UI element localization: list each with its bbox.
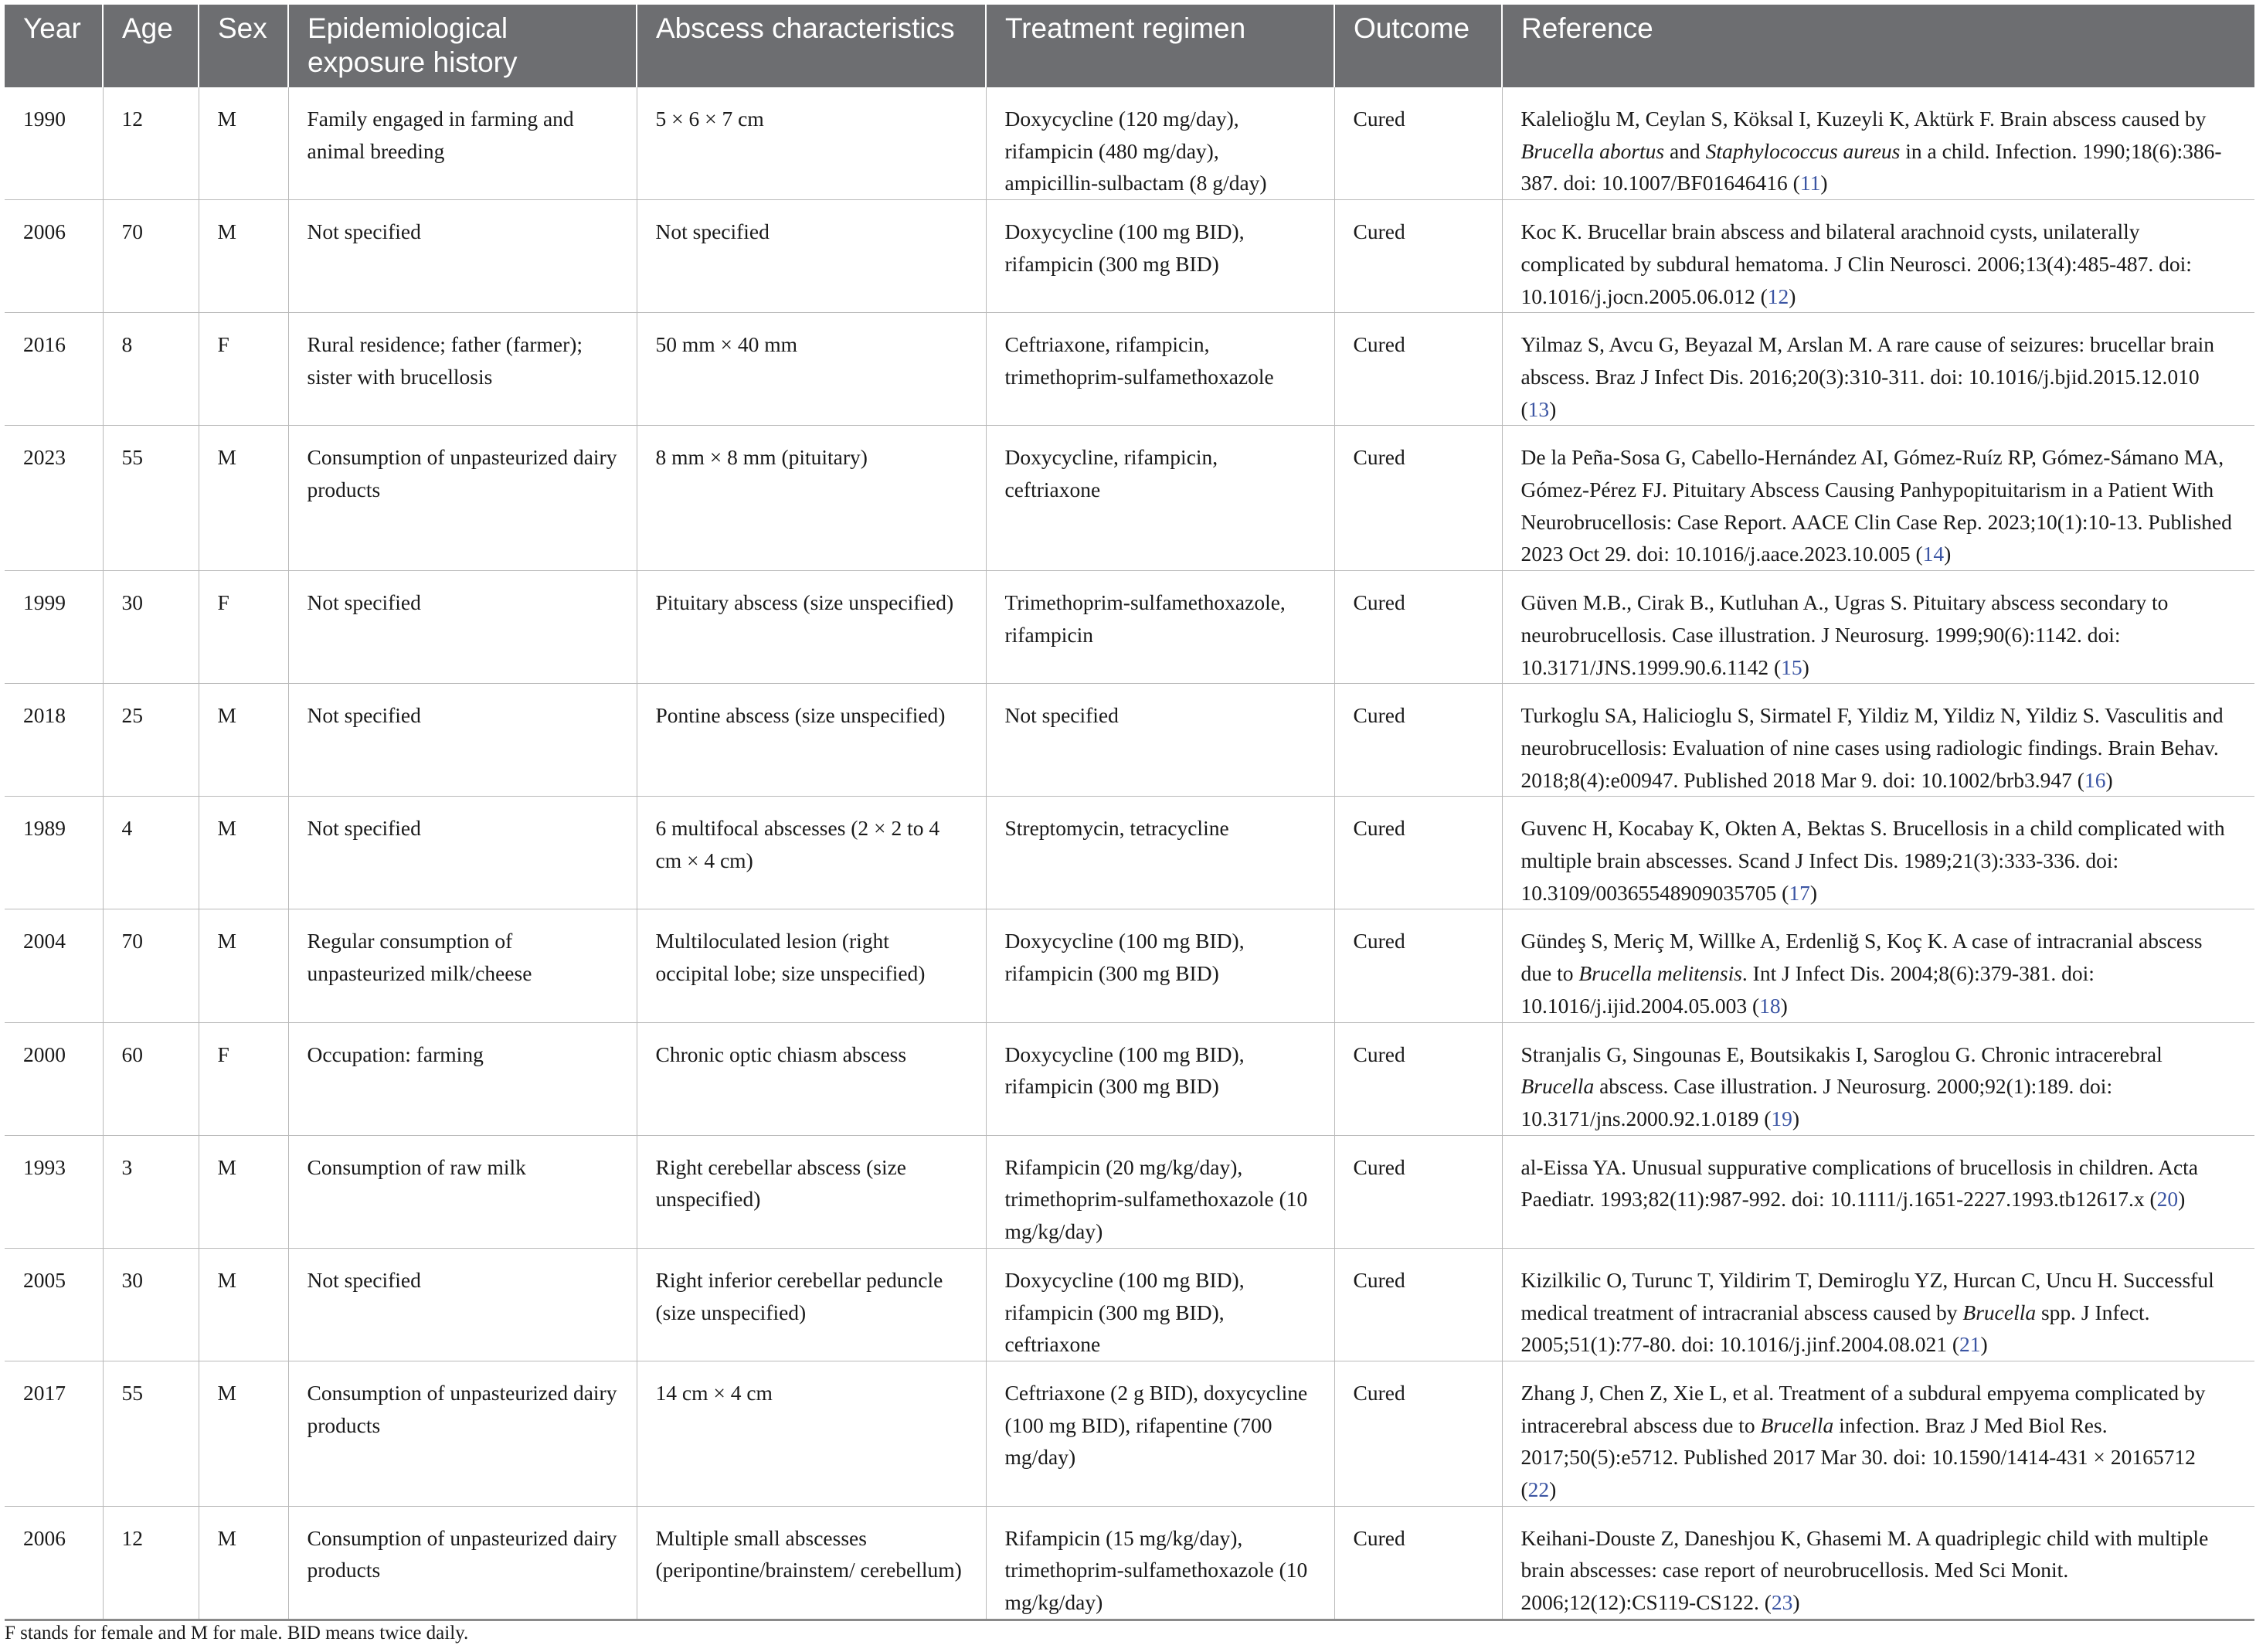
cell-treatment: Doxycycline, rifampicin, ceftriaxone [986, 426, 1334, 571]
reference-number-link[interactable]: 22 [1527, 1477, 1550, 1502]
table-row [5, 1022, 2254, 1135]
reference-number-link[interactable]: 23 [1771, 1590, 1793, 1615]
cell-reference: Kizilkilic O, Turunc T, Yildirim T, Demiroglu YZ, Hurcan C, Uncu H. Successful medical treatment of intracranial abscess caused by Brucella spp. J Infect. 2005;51(1):77-80. doi: 10.1016/j.jinf.2004.08.021 (21) [1502, 1248, 2254, 1361]
cell-age: 55 [103, 426, 199, 571]
cell-year: 1993 [5, 1135, 103, 1248]
cell-sex: M [199, 1506, 288, 1620]
cell-age: 8 [103, 313, 199, 426]
cell-abscess: Multiple small abscesses (peripontine/brainstem/ cerebellum) [637, 1506, 986, 1620]
cell-age: 4 [103, 797, 199, 909]
cell-reference: Koc K. Brucellar brain abscess and bilateral arachnoid cysts, unilaterally complicated by subdural hematoma. J Clin Neurosci. 2006;13(4):485-487. doi: 10.1016/j.jocn.2005.06.012 (12) [1502, 200, 2254, 313]
cell-reference: Keihani-Douste Z, Daneshjou K, Ghasemi M. A quadriplegic child with multiple brain abscesses: case report of neurobrucellosis. Med Sci Monit. 2006;12(12):CS119-CS122. (23) [1502, 1506, 2254, 1620]
cell-outcome: Cured [1334, 1361, 1502, 1506]
cell-sex: M [199, 684, 288, 797]
header-sex: Sex [199, 5, 288, 87]
cell-year: 2004 [5, 909, 103, 1022]
cell-treatment: Doxycycline (120 mg/day), rifampicin (480 mg/day), ampicillin-sulbactam (8 g/day) [986, 87, 1334, 200]
cell-abscess: 14 cm × 4 cm [637, 1361, 986, 1506]
cell-exposure: Not specified [288, 797, 637, 909]
cell-year: 1990 [5, 87, 103, 200]
table-row [5, 571, 2254, 684]
cell-sex: M [199, 426, 288, 571]
cell-age: 60 [103, 1022, 199, 1135]
cell-reference: Guvenc H, Kocabay K, Okten A, Bektas S. Brucellosis in a child complicated with multiple brain abscesses. Scand J Infect Dis. 1989;21(3):333-336. doi: 10.3109/00365548909035705 (17) [1502, 797, 2254, 909]
cell-exposure: Not specified [288, 1248, 637, 1361]
cell-exposure: Not specified [288, 571, 637, 684]
cell-reference: Turkoglu SA, Halicioglu S, Sirmatel F, Yildiz M, Yildiz N, Yildiz S. Vasculitis and neurobrucellosis: Evaluation of nine cases using radiologic findings. Brain Behav. 2018;8(4):e00947. Published 2018 Mar 9. doi: 10.1002/brb3.947 (16) [1502, 684, 2254, 797]
cell-year: 2005 [5, 1248, 103, 1361]
cell-outcome: Cured [1334, 1248, 1502, 1361]
cell-outcome: Cured [1334, 1135, 1502, 1248]
reference-number-link[interactable]: 21 [1959, 1332, 1981, 1357]
cases-table-wrapper [5, 5, 2254, 1621]
table-row [5, 1506, 2254, 1620]
cell-treatment: Not specified [986, 684, 1334, 797]
cell-outcome: Cured [1334, 426, 1502, 571]
reference-number-link[interactable]: 20 [2156, 1187, 2179, 1212]
cell-sex: M [199, 909, 288, 1022]
table-footnote: F stands for female and M for male. BID means twice daily. [5, 1623, 469, 1644]
cell-abscess: Pontine abscess (size unspecified) [637, 684, 986, 797]
cell-abscess: 8 mm × 8 mm (pituitary) [637, 426, 986, 571]
cell-outcome: Cured [1334, 87, 1502, 200]
cell-treatment: Doxycycline (100 mg BID), rifampicin (300 mg BID), ceftriaxone [986, 1248, 1334, 1361]
reference-number-link[interactable]: 12 [1767, 284, 1789, 308]
table-row [5, 909, 2254, 1022]
reference-number-link[interactable]: 17 [1789, 880, 1810, 905]
cell-treatment: Trimethoprim-sulfamethoxazole, rifampicin [986, 571, 1334, 684]
cell-reference: Kalelioğlu M, Ceylan S, Köksal I, Kuzeyli K, Aktürk F. Brain abscess caused by Brucella abortus and Staphylococcus aureus in a child. Infection. 1990;18(6):386-387. doi: 10.1007/BF01646416 (11) [1502, 87, 2254, 200]
table-row [5, 200, 2254, 313]
table-row [5, 1248, 2254, 1361]
table-row [5, 1135, 2254, 1248]
cell-reference: De la Peña-Sosa G, Cabello-Hernández AI, Gómez-Ruíz RP, Gómez-Sámano MA, Gómez-Pérez FJ. Pituitary Abscess Causing Panhypopituitarism in a Patient With Neurobrucellosis: Case Report. AACE Clin Case Rep. 2023;10(1):10-13. Published 2023 Oct 29. doi: 10.1016/j.aace.2023.10.005 (14) [1502, 426, 2254, 571]
cell-reference: Zhang J, Chen Z, Xie L, et al. Treatment of a subdural empyema complicated by intracerebral abscess due to Brucella infection. Braz J Med Biol Res. 2017;50(5):e5712. Published 2017 Mar 30. doi: 10.1590/1414-431 × 20165712 (22) [1502, 1361, 2254, 1506]
cell-outcome: Cured [1334, 1506, 1502, 1620]
cell-treatment: Rifampicin (20 mg/kg/day), trimethoprim-sulfamethoxazole (10 mg/kg/day) [986, 1135, 1334, 1248]
cell-outcome: Cured [1334, 909, 1502, 1022]
cell-sex: M [199, 797, 288, 909]
cell-treatment: Ceftriaxone, rifampicin, trimethoprim-sulfamethoxazole [986, 313, 1334, 426]
cell-outcome: Cured [1334, 200, 1502, 313]
cell-year: 1999 [5, 571, 103, 684]
cell-year: 2000 [5, 1022, 103, 1135]
table-row [5, 797, 2254, 909]
header-age: Age [103, 5, 199, 87]
cell-age: 30 [103, 1248, 199, 1361]
table-row [5, 426, 2254, 571]
cell-reference: Gündeş S, Meriç M, Willke A, Erdenliğ S, Koç K. A case of intracranial abscess due to Brucella melitensis. Int J Infect Dis. 2004;8(6):379-381. doi: 10.1016/j.ijid.2004.05.003 (18) [1502, 909, 2254, 1022]
cell-abscess: Pituitary abscess (size unspecified) [637, 571, 986, 684]
cell-reference: Stranjalis G, Singounas E, Boutsikakis I, Saroglou G. Chronic intracerebral Brucella abscess. Case illustration. J Neurosurg. 2000;92(1):189. doi: 10.3171/jns.2000.92.1.0189 (19) [1502, 1022, 2254, 1135]
table-row [5, 87, 2254, 200]
header-row [5, 5, 2254, 87]
cell-abscess: Chronic optic chiasm abscess [637, 1022, 986, 1135]
cell-age: 3 [103, 1135, 199, 1248]
cell-abscess: Right inferior cerebellar peduncle (size unspecified) [637, 1248, 986, 1361]
cell-reference: Güven M.B., Cirak B., Kutluhan A., Ugras S. Pituitary abscess secondary to neurobrucellosis. Case illustration. J Neurosurg. 1999;90(6):1142. doi: 10.3171/JNS.1999.90.6.1142 (15) [1502, 571, 2254, 684]
header-outcome: Outcome [1334, 5, 1502, 87]
cell-age: 12 [103, 87, 199, 200]
cell-year: 2018 [5, 684, 103, 797]
cell-exposure: Occupation: farming [288, 1022, 637, 1135]
cell-exposure: Consumption of raw milk [288, 1135, 637, 1248]
cell-outcome: Cured [1334, 1022, 1502, 1135]
cell-sex: M [199, 87, 288, 200]
cell-abscess: 50 mm × 40 mm [637, 313, 986, 426]
table-row [5, 684, 2254, 797]
header-treatment: Treatment regimen [986, 5, 1334, 87]
cell-sex: M [199, 1135, 288, 1248]
reference-number-link[interactable]: 19 [1771, 1106, 1792, 1130]
cell-age: 70 [103, 200, 199, 313]
cell-year: 2006 [5, 200, 103, 313]
cell-sex: F [199, 571, 288, 684]
reference-number-link[interactable]: 14 [1922, 542, 1945, 566]
cell-abscess: Right cerebellar abscess (size unspecified) [637, 1135, 986, 1248]
reference-number-link[interactable]: 16 [2084, 767, 2106, 792]
cell-treatment: Streptomycin, tetracycline [986, 797, 1334, 909]
cell-age: 30 [103, 571, 199, 684]
cell-exposure: Family engaged in farming and animal breeding [288, 87, 637, 200]
reference-number-link[interactable]: 18 [1759, 993, 1781, 1018]
cell-exposure: Regular consumption of unpasteurized milk/cheese [288, 909, 637, 1022]
cell-exposure: Not specified [288, 200, 637, 313]
cell-age: 55 [103, 1361, 199, 1506]
cell-sex: M [199, 1361, 288, 1506]
cell-reference: Yilmaz S, Avcu G, Beyazal M, Arslan M. A rare cause of seizures: brucellar brain abscess. Braz J Infect Dis. 2016;20(3):310-311. doi: 10.1016/j.bjid.2015.12.010 (13) [1502, 313, 2254, 426]
header-reference: Reference [1502, 5, 2254, 87]
cell-outcome: Cured [1334, 797, 1502, 909]
cell-exposure: Rural residence; father (farmer); sister with brucellosis [288, 313, 637, 426]
cell-treatment: Rifampicin (15 mg/kg/day), trimethoprim-sulfamethoxazole (10 mg/kg/day) [986, 1506, 1334, 1620]
reference-number-link[interactable]: 11 [1799, 171, 1821, 195]
cell-year: 2017 [5, 1361, 103, 1506]
cell-sex: F [199, 313, 288, 426]
cell-abscess: 5 × 6 × 7 cm [637, 87, 986, 200]
cell-sex: F [199, 1022, 288, 1135]
cell-reference: al-Eissa YA. Unusual suppurative complications of brucellosis in children. Acta Paediatr. 1993;82(11):987-992. doi: 10.1111/j.1651-2227.1993.tb12617.x (20) [1502, 1135, 2254, 1248]
cell-treatment: Doxycycline (100 mg BID), rifampicin (300 mg BID) [986, 909, 1334, 1022]
table-body [5, 87, 2254, 1620]
cell-outcome: Cured [1334, 313, 1502, 426]
brucellar-abscess-cases-table [5, 5, 2254, 1621]
reference-number-link[interactable]: 15 [1781, 654, 1802, 679]
cell-treatment: Doxycycline (100 mg BID), rifampicin (300 mg BID) [986, 1022, 1334, 1135]
cell-sex: M [199, 1248, 288, 1361]
header-abscess: Abscess characteristics [637, 5, 986, 87]
cell-year: 1989 [5, 797, 103, 909]
cell-age: 25 [103, 684, 199, 797]
cell-age: 12 [103, 1506, 199, 1620]
cell-exposure: Not specified [288, 684, 637, 797]
cell-year: 2016 [5, 313, 103, 426]
cell-abscess: Multiloculated lesion (right occipital lobe; size unspecified) [637, 909, 986, 1022]
reference-number-link[interactable]: 13 [1527, 396, 1550, 421]
cell-abscess: Not specified [637, 200, 986, 313]
cell-age: 70 [103, 909, 199, 1022]
cell-outcome: Cured [1334, 571, 1502, 684]
header-year: Year [5, 5, 103, 87]
table-row [5, 1361, 2254, 1506]
cell-treatment: Doxycycline (100 mg BID), rifampicin (300 mg BID) [986, 200, 1334, 313]
header-exposure: Epidemiological exposure history [288, 5, 637, 87]
cell-treatment: Ceftriaxone (2 g BID), doxycycline (100 mg BID), rifapentine (700 mg/day) [986, 1361, 1334, 1506]
cell-outcome: Cured [1334, 684, 1502, 797]
cell-exposure: Consumption of unpasteurized dairy products [288, 426, 637, 571]
cell-exposure: Consumption of unpasteurized dairy products [288, 1361, 637, 1506]
cell-year: 2023 [5, 426, 103, 571]
table-row [5, 313, 2254, 426]
cell-exposure: Consumption of unpasteurized dairy products [288, 1506, 637, 1620]
cell-sex: M [199, 200, 288, 313]
cell-abscess: 6 multifocal abscesses (2 × 2 to 4 cm × 4 cm) [637, 797, 986, 909]
cell-year: 2006 [5, 1506, 103, 1620]
